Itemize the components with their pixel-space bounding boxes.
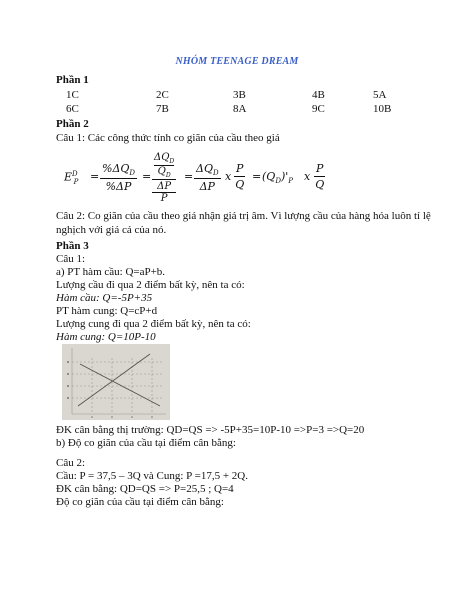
part3-cau2-elasticity: Độ co giãn của cầu tại điểm cân bằng:: [56, 496, 224, 508]
part3-cau1: Câu 1:: [56, 253, 86, 265]
part1-heading: Phần 1: [56, 74, 89, 86]
answer-cell: 1C: [66, 89, 79, 101]
formula-equals: =: [252, 170, 262, 183]
part3-demand-function: Hàm cầu: Q=-5P+35: [56, 292, 153, 304]
formula-fraction-pq-2: $\frac{P}{Q}$: [315, 162, 325, 191]
part3-heading: Phần 3: [56, 240, 89, 252]
formula-times: x: [225, 170, 232, 183]
answer-row-1: [66, 89, 426, 103]
answer-cell: 6C: [66, 103, 79, 115]
part2-heading: Phần 2: [56, 118, 89, 130]
answer-row-2: [66, 103, 426, 117]
answer-cell: 8A: [233, 103, 247, 115]
part3-item-b: b) Độ co giãn của cầu tại điểm cân bằng:: [56, 437, 236, 449]
part3-supply-function: Hàm cung: Q=10P-10: [56, 331, 156, 343]
part3-item-a: a) PT hàm cầu: Q=aP+b.: [56, 266, 166, 278]
formula-lhs: $E^D_P$: [64, 170, 79, 186]
graph-sketch: [62, 344, 170, 420]
answer-cell: 10B: [373, 103, 392, 115]
handwritten-graph-photo: [62, 344, 170, 420]
formula-times: x: [304, 170, 311, 183]
part3-cau2-balance: ĐK cân bằng: QD=QS => P=25,5 ; Q=4: [56, 483, 234, 495]
part2-question-1: Câu 1: Các công thức tính co giãn của cầu theo giá: [56, 132, 280, 144]
formula-fraction-delta: $\Delta Q_D$ ΔP: [196, 162, 219, 194]
formula-fraction-percent: $\%\Delta Q_D$ %ΔP: [102, 162, 136, 194]
formula-fraction-nested: $\Delta Q_D$ $Q_D$ ΔP P: [154, 152, 175, 204]
formula-equals: =: [90, 170, 100, 183]
part3-cau2: Câu 2:: [56, 457, 86, 469]
document-title: NHÓM TEENAGE DREAM: [175, 56, 299, 67]
answer-cell: 9C: [312, 103, 325, 115]
elasticity-formula: [64, 152, 325, 206]
part3-demand-pass: Lượng cầu đi qua 2 điểm bất kỳ, nên ta có:: [56, 279, 245, 291]
answer-cell: 4B: [312, 89, 325, 101]
part3-cau2-equations: Cầu: P = 37,5 – 3Q và Cung: P =17,5 + 2Q.: [56, 470, 248, 482]
answer-cell: 7B: [156, 103, 169, 115]
formula-equals: =: [184, 170, 194, 183]
answer-cell: 2C: [156, 89, 169, 101]
part2-question-2-line-1: Câu 2: Co giãn của cầu theo giá nhận giá trị âm. Vì lượng cầu của hàng hóa luôn tỉ lệ: [56, 210, 431, 222]
part3-supply-equation: PT hàm cung: Q=cP+d: [56, 305, 158, 317]
formula-equals: =: [142, 170, 152, 183]
part3-equilibrium: ĐK cân bằng thị trường: QD=QS => -5P+35=10P-10 =>P=3 =>Q=20: [56, 424, 365, 436]
answer-cell: 5A: [373, 89, 387, 101]
answer-cell: 3B: [233, 89, 246, 101]
formula-fraction-pq: $\frac{P}{Q}$: [235, 162, 245, 191]
part3-supply-pass: Lượng cung đi qua 2 điểm bất kỳ, nên ta có:: [56, 318, 251, 330]
part2-question-2-line-2: nghịch với giá cả của nó.: [56, 224, 167, 236]
formula-derivative: $(Q_D)'_P$: [262, 170, 293, 186]
